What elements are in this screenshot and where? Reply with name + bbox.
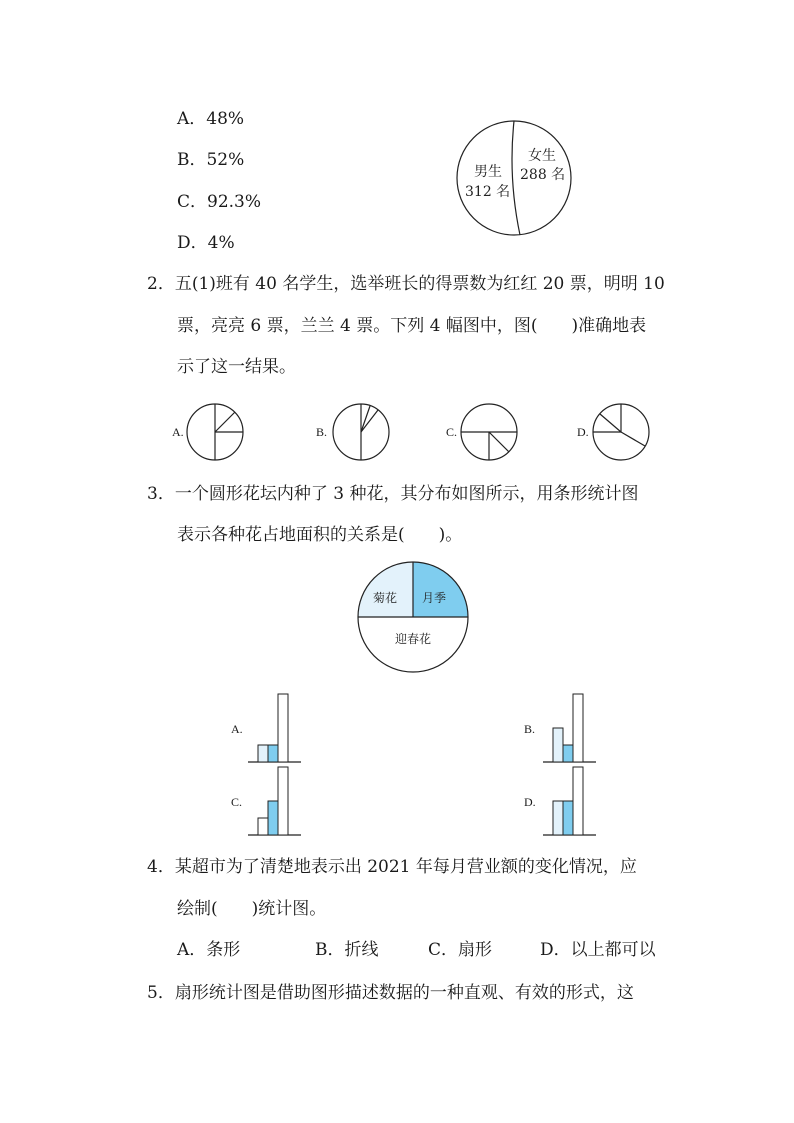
- q3-option-c-label[interactable]: C.: [231, 795, 243, 809]
- q2-option-b-label[interactable]: B.: [316, 425, 328, 439]
- q1-option-c[interactable]: C．92.3%: [177, 192, 262, 212]
- q1-option-d[interactable]: D．4%: [177, 233, 235, 253]
- q2-text-line1: 2．五(1)班有 40 名学生，选举班长的得票数为红红 20 票，明明 10: [147, 274, 665, 294]
- q3-option-a-label[interactable]: A.: [231, 722, 243, 736]
- q3-bar: [573, 767, 583, 835]
- q1-option-b[interactable]: B．52%: [177, 150, 245, 170]
- q3-bar: [258, 818, 268, 835]
- q4-option-d[interactable]: D．以上都可以: [540, 940, 656, 960]
- q3-option-b-label[interactable]: B.: [524, 722, 536, 736]
- q1-boys-label: 男生: [474, 164, 502, 180]
- q1-girls-count: 288 名: [520, 167, 566, 183]
- q3-text-line1: 3．一个圆形花坛内种了 3 种花，其分布如图所示，用条形统计图: [147, 484, 639, 504]
- q3-label-rose: 月季: [422, 591, 447, 605]
- q3-bar-chart-a: [248, 694, 301, 762]
- q3-bar: [268, 745, 278, 762]
- q3-label-jasmine: 迎春花: [395, 632, 432, 646]
- q2-text-line3: 示了这一结果。: [177, 357, 296, 377]
- q3-bar: [563, 745, 573, 762]
- q1-girls-label: 女生: [528, 148, 556, 164]
- q2-option-a-label[interactable]: A.: [172, 425, 184, 439]
- q2-option-d-label[interactable]: D.: [577, 425, 589, 439]
- q4-option-c[interactable]: C．扇形: [428, 940, 493, 960]
- q3-text-line2: 表示各种花占地面积的关系是( )。: [177, 525, 463, 545]
- q3-option-d-label[interactable]: D.: [524, 795, 536, 809]
- q3-bar: [563, 801, 573, 835]
- q2-text-line2: 票，亮亮 6 票，兰兰 4 票。下列 4 幅图中，图( )准确地表: [177, 316, 647, 336]
- q3-label-chrysanthemum: 菊花: [373, 591, 398, 605]
- q4-option-b[interactable]: B．折线: [315, 940, 379, 960]
- q3-bar: [553, 728, 563, 762]
- q4-option-a[interactable]: A．条形: [177, 940, 241, 960]
- q4-text-line1: 4．某超市为了清楚地表示出 2021 年每月营业额的变化情况，应: [147, 857, 637, 877]
- q3-bar-chart-b: [543, 694, 596, 762]
- q5-text-line1: 5．扇形统计图是借助图形描述数据的一种直观、有效的形式，这: [147, 983, 634, 1003]
- q3-bar-chart-c: [248, 767, 301, 835]
- q3-bar: [278, 694, 288, 762]
- q3-bar: [258, 745, 268, 762]
- q1-boys-count: 312 名: [465, 184, 511, 200]
- q3-bar-chart-d: [543, 767, 596, 835]
- q3-bar: [278, 767, 288, 835]
- q2-option-c-label[interactable]: C.: [446, 425, 458, 439]
- q3-bar: [553, 801, 563, 835]
- q3-bar: [268, 801, 278, 835]
- q1-option-a[interactable]: A．48%: [177, 109, 245, 129]
- q4-text-line2: 绘制( )统计图。: [177, 899, 327, 919]
- q3-bar: [573, 694, 583, 762]
